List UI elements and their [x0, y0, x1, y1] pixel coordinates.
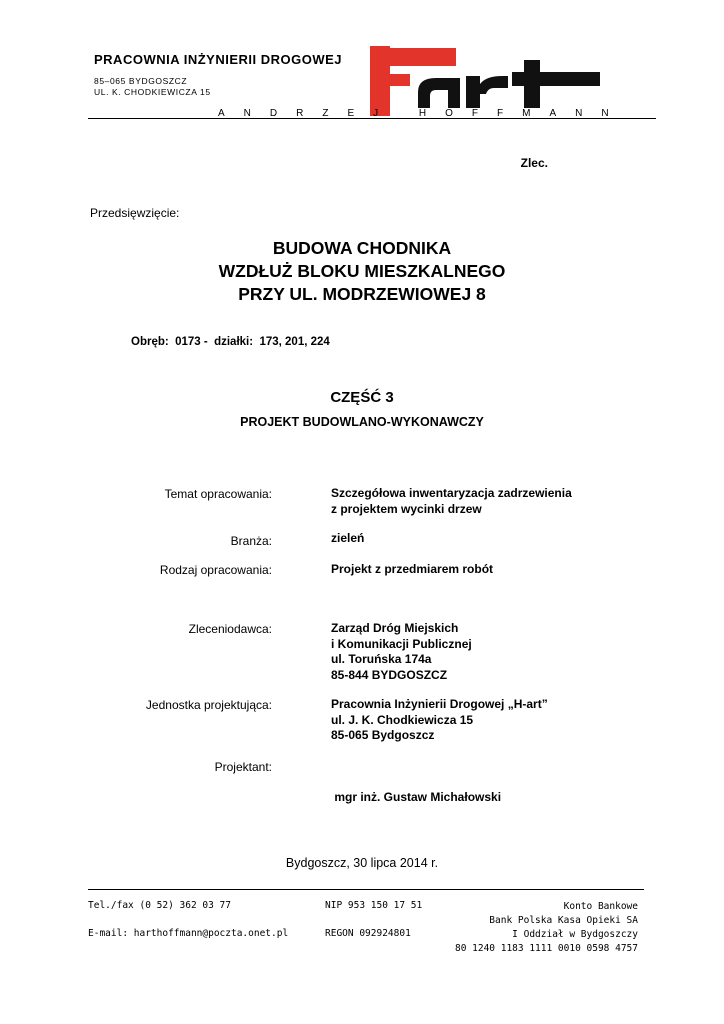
detail-label-topic: Temat opracowania:	[164, 487, 272, 501]
footer-divider	[88, 889, 644, 890]
order-label: Zlec.	[520, 156, 548, 170]
part-number: CZĘŚĆ 3	[330, 389, 394, 406]
detail-value-branch: zieleń	[331, 531, 365, 545]
detail-label-designer: Projektant:	[214, 760, 272, 774]
detail-label-client: Zleceniodawca:	[188, 622, 272, 636]
footer-bank: Konto Bankowe Bank Polska Kasa Opieki SA I Oddział w Bydgoszczy 80 1240 1183 1111 0010 0598 4757	[454, 901, 638, 954]
footer-nip: NIP 953 150 17 51	[325, 900, 423, 911]
company-address-city: 85–065 BYDGOSZCZ	[94, 76, 188, 86]
detail-value-topic: Szczegółowa inwentaryzacja zadrzewienia z projektem wycinki drzew	[331, 486, 572, 516]
detail-value-designer: mgr inż. Gustaw Michałowski	[331, 790, 502, 804]
detail-value-client: Zarząd Dróg Miejskich i Komunikacji Publicznej ul. Toruńska 174a 85-844 BYDGOSZCZ	[331, 621, 472, 682]
title-line-3: PRZY UL. MODRZEWIOWEJ 8	[238, 284, 486, 304]
project-type: PROJEKT BUDOWLANO-WYKONAWCZY	[240, 415, 484, 429]
owner-name: ANDRZEJ HOFFMANN	[218, 108, 628, 119]
detail-value-type: Projekt z przedmiarem robót	[331, 562, 494, 576]
detail-label-type: Rodzaj opracowania:	[159, 563, 272, 577]
detail-label-branch: Branża:	[230, 534, 272, 548]
parcel-info: Obręb: 0173 - działki: 173, 201, 224	[131, 336, 330, 348]
footer-email: E-mail: harthoffmann@poczta.onet.pl	[88, 928, 289, 939]
letterhead	[88, 46, 628, 119]
detail-label-design-unit: Jednostka projektująca:	[145, 698, 272, 712]
footer-regon: REGON 092924801	[325, 928, 411, 939]
detail-value-design-unit: Pracownia Inżynierii Drogowej „H-art” ul. J. K. Chodkiewicza 15 85-065 Bydgoszcz	[331, 697, 548, 742]
title-line-2: WZDŁUŻ BLOKU MIESZKALNEGO	[218, 261, 506, 281]
title-line-1: BUDOWA CHODNIKA	[272, 238, 452, 258]
undertaking-label: Przedsięwzięcie:	[90, 206, 180, 220]
company-name: PRACOWNIA INŻYNIERII DROGOWEJ	[94, 52, 343, 67]
footer-phone: Tel./fax (0 52) 362 03 77	[88, 900, 231, 911]
place-date: Bydgoszcz, 30 lipca 2014 r.	[285, 856, 439, 870]
company-address-street: UL. K. CHODKIEWICZA 15	[94, 87, 211, 97]
